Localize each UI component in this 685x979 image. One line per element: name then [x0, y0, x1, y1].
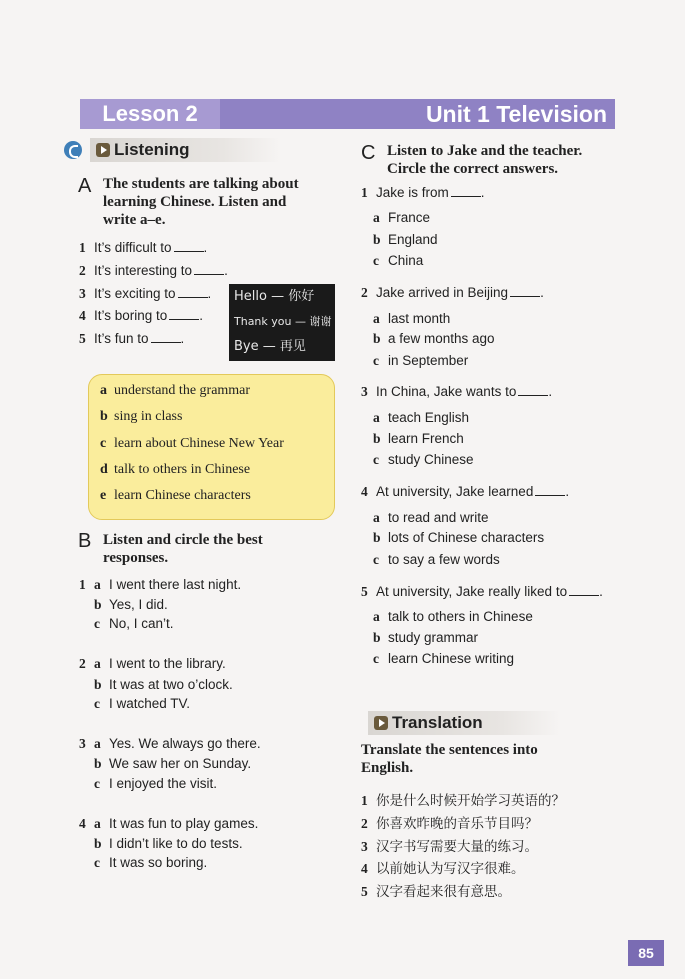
a-item: 4 It’s boring to .: [79, 308, 204, 323]
option-letter: a: [94, 577, 101, 592]
translation-item: [361, 835, 538, 855]
b-option[interactable]: [94, 855, 207, 871]
translation-item: [361, 789, 565, 809]
option-text: Yes, I did.: [109, 597, 168, 612]
question-text: In China, Jake wants to: [376, 384, 517, 399]
option-letter: a: [373, 210, 380, 225]
instr-line: responses.: [103, 550, 169, 566]
answer-blank[interactable]: [178, 287, 208, 298]
c-option[interactable]: [373, 210, 430, 226]
option-letter: b: [373, 630, 381, 645]
c-option[interactable]: [373, 410, 469, 426]
c-question: 4 At university, Jake learned .: [361, 484, 570, 499]
answer-blank[interactable]: [451, 186, 481, 197]
page-number: 85: [628, 940, 664, 966]
c-option[interactable]: [373, 331, 495, 347]
option-text: France: [388, 210, 431, 225]
option-letter: c: [94, 855, 100, 870]
item-number: 1: [361, 793, 368, 808]
translation-label-text: Translation: [392, 713, 483, 732]
b-option[interactable]: [94, 836, 243, 852]
item-number: 5: [361, 584, 368, 599]
option-text: to say a few words: [388, 552, 500, 567]
item-number: 5: [361, 884, 368, 899]
item-number: 1: [79, 577, 86, 592]
option-text: talk to others in Chinese: [114, 462, 251, 477]
option-letter: c: [373, 651, 379, 666]
option-letter: d: [100, 462, 108, 477]
b-option[interactable]: [94, 756, 251, 772]
item-text: 汉字书写需要大量的练习。: [376, 839, 538, 855]
option-text: sing in class: [114, 409, 183, 424]
b-option[interactable]: [94, 696, 190, 712]
option-text: England: [388, 232, 438, 247]
option-text: in September: [388, 353, 469, 368]
option-letter: e: [100, 488, 107, 503]
translation-item: [361, 857, 525, 877]
c-option[interactable]: [373, 651, 514, 667]
section-a-instructions: [103, 175, 299, 229]
section-c-letter: C: [361, 142, 376, 164]
item-number: 3: [79, 736, 86, 751]
translation-item: [361, 880, 511, 900]
item-number: 3: [361, 839, 368, 854]
option-letter: b: [373, 232, 381, 247]
item-text: 你是什么时候开始学习英语的？: [376, 793, 565, 809]
item-text: It’s boring to: [94, 308, 168, 323]
listening-label-text: Listening: [114, 140, 190, 159]
c-option[interactable]: [373, 452, 474, 468]
instr-line: Circle the correct answers.: [387, 161, 559, 177]
option-text: learn Chinese writing: [388, 651, 515, 666]
item-number: 2: [361, 816, 368, 831]
item-text: 你喜欢昨晚的音乐节目吗？: [376, 816, 538, 832]
option-letter: c: [373, 452, 379, 467]
b-option[interactable]: [94, 677, 233, 693]
question-text: At university, Jake really liked to: [376, 584, 568, 599]
play-icon: [96, 143, 110, 157]
option-text: I went there last night.: [109, 577, 242, 592]
instr-line: Translate the sentences into: [361, 742, 538, 758]
section-c-instructions: [387, 142, 582, 178]
c-option[interactable]: [373, 510, 489, 526]
option-letter: a: [94, 816, 101, 831]
option-text: to read and write: [388, 510, 489, 525]
option-letter: a: [373, 410, 380, 425]
option-letter: c: [373, 353, 379, 368]
item-text: 汉字看起来很有意思。: [376, 884, 511, 900]
option-letter: b: [373, 331, 381, 346]
option-letter: a: [94, 656, 101, 671]
answer-blank[interactable]: [194, 264, 224, 275]
option-text: learn French: [388, 431, 464, 446]
answer-blank[interactable]: [151, 332, 181, 343]
a-item: 1 It’s difficult to .: [79, 240, 208, 255]
option-letter: b: [94, 677, 102, 692]
option-letter: c: [373, 552, 379, 567]
option-item: [100, 462, 250, 478]
question-text: Jake is from: [376, 185, 449, 200]
option-letter: a: [373, 609, 380, 624]
item-number: 4: [79, 816, 86, 831]
answer-blank[interactable]: [569, 585, 599, 596]
b-option[interactable]: [94, 597, 168, 613]
blackboard-line: Thank you — 谢谢: [234, 315, 332, 328]
blackboard-line: Bye — 再见: [234, 339, 306, 354]
a-item: 3 It’s exciting to .: [79, 286, 212, 301]
question-text: At university, Jake learned: [376, 484, 534, 499]
item-number: 4: [79, 308, 86, 323]
translation-item: [361, 812, 538, 832]
answer-blank[interactable]: [518, 385, 548, 396]
option-text: It was so boring.: [109, 855, 208, 870]
item-number: 1: [361, 185, 368, 200]
b-option[interactable]: [79, 816, 258, 832]
option-letter: c: [94, 696, 100, 711]
instr-line: learning Chinese. Listen and: [103, 194, 287, 210]
option-text: I didn’t like to do tests.: [109, 836, 243, 851]
option-letter: b: [373, 431, 381, 446]
c-question: 1 Jake is from .: [361, 185, 485, 200]
option-letter: a: [100, 383, 107, 398]
option-item: [100, 436, 284, 452]
listening-section-label: [90, 138, 280, 162]
option-text: I went to the library.: [109, 656, 226, 671]
option-item: [100, 488, 251, 504]
translation-instructions: [361, 741, 538, 777]
item-number: 3: [361, 384, 368, 399]
option-text: teach English: [388, 410, 470, 425]
b-option[interactable]: [79, 736, 261, 752]
c-question: 3 In China, Jake wants to .: [361, 384, 553, 399]
option-letter: c: [100, 436, 107, 451]
answer-blank[interactable]: [169, 309, 199, 320]
item-number: 2: [361, 285, 368, 300]
item-text: It’s exciting to: [94, 286, 176, 301]
option-letter: b: [94, 836, 102, 851]
option-letter: a: [373, 510, 380, 525]
item-text: It’s interesting to: [94, 263, 193, 278]
c-question: 2 Jake arrived in Beijing .: [361, 285, 544, 300]
item-number: 3: [79, 286, 86, 301]
c-option[interactable]: [373, 232, 438, 248]
option-text: lots of Chinese characters: [388, 530, 545, 545]
item-number: 1: [79, 240, 86, 255]
blackboard-image: [229, 284, 335, 361]
option-text: study Chinese: [388, 452, 474, 467]
item-text: It’s fun to: [94, 331, 149, 346]
option-text: learn about Chinese New Year: [114, 436, 284, 451]
blackboard-line: Hello — 你好: [234, 289, 315, 304]
option-letter: b: [100, 409, 108, 424]
instr-line: write a–e.: [103, 212, 166, 228]
a-item: 5 It’s fun to .: [79, 331, 185, 346]
option-letter: b: [373, 530, 381, 545]
answer-blank[interactable]: [510, 286, 540, 297]
option-text: I enjoyed the visit.: [109, 776, 218, 791]
item-number: 4: [361, 484, 368, 499]
c-option[interactable]: [373, 253, 423, 269]
instr-line: English.: [361, 760, 414, 776]
question-text: Jake arrived in Beijing: [376, 285, 509, 300]
option-letter: c: [94, 776, 100, 791]
option-item: [100, 409, 182, 425]
instr-line: Listen to Jake and the teacher.: [387, 143, 583, 159]
option-text: understand the grammar: [114, 383, 251, 398]
option-text: learn Chinese characters: [114, 488, 251, 503]
c-option[interactable]: [373, 552, 500, 568]
option-text: study grammar: [388, 630, 479, 645]
answer-blank[interactable]: [174, 241, 204, 252]
option-letter: a: [94, 736, 101, 751]
option-letter: a: [373, 311, 380, 326]
b-option[interactable]: [79, 577, 241, 593]
item-number: 5: [79, 331, 86, 346]
b-option[interactable]: [94, 616, 174, 632]
b-option[interactable]: [94, 776, 217, 792]
lesson-header-bar: [80, 99, 615, 129]
lesson-title: Lesson 2: [80, 99, 220, 129]
a-item: 2 It’s interesting to .: [79, 263, 228, 278]
audio-icon[interactable]: [64, 141, 82, 159]
answer-blank[interactable]: [535, 485, 565, 496]
option-text: talk to others in Chinese: [388, 609, 533, 624]
option-text: We saw her on Sunday.: [109, 756, 252, 771]
instr-line: The students are talking about: [103, 176, 299, 192]
c-option[interactable]: [373, 353, 468, 369]
option-text: It was fun to play games.: [109, 816, 259, 831]
option-text: No, I can’t.: [109, 616, 174, 631]
item-text: It’s difficult to: [94, 240, 172, 255]
option-text: China: [388, 253, 424, 268]
section-a-letter: A: [78, 175, 92, 197]
section-b-instructions: [103, 531, 263, 567]
instr-line: Listen and circle the best: [103, 532, 263, 548]
item-number: 2: [79, 656, 86, 671]
c-option[interactable]: [373, 630, 478, 646]
item-text: 以前她认为写汉字很难。: [376, 861, 525, 877]
c-option[interactable]: [373, 530, 544, 546]
option-letter: c: [373, 253, 379, 268]
option-text: a few months ago: [388, 331, 495, 346]
translation-section-label: [368, 711, 560, 735]
option-text: last month: [388, 311, 451, 326]
option-text: Yes. We always go there.: [109, 736, 261, 751]
b-option[interactable]: [79, 656, 226, 672]
unit-title: Unit 1 Television: [425, 101, 607, 127]
option-item: [100, 383, 250, 399]
c-question: 5 At university, Jake really liked to .: [361, 584, 603, 599]
option-text: I watched TV.: [109, 696, 191, 711]
c-option[interactable]: [373, 311, 450, 327]
c-option[interactable]: [373, 609, 533, 625]
c-option[interactable]: [373, 431, 464, 447]
option-letter: b: [94, 756, 102, 771]
option-text: It was at two o’clock.: [109, 677, 233, 692]
option-letter: c: [94, 616, 100, 631]
item-number: 2: [79, 263, 86, 278]
option-letter: b: [94, 597, 102, 612]
play-icon: [374, 716, 388, 730]
section-b-letter: B: [78, 530, 92, 552]
item-number: 4: [361, 861, 368, 876]
